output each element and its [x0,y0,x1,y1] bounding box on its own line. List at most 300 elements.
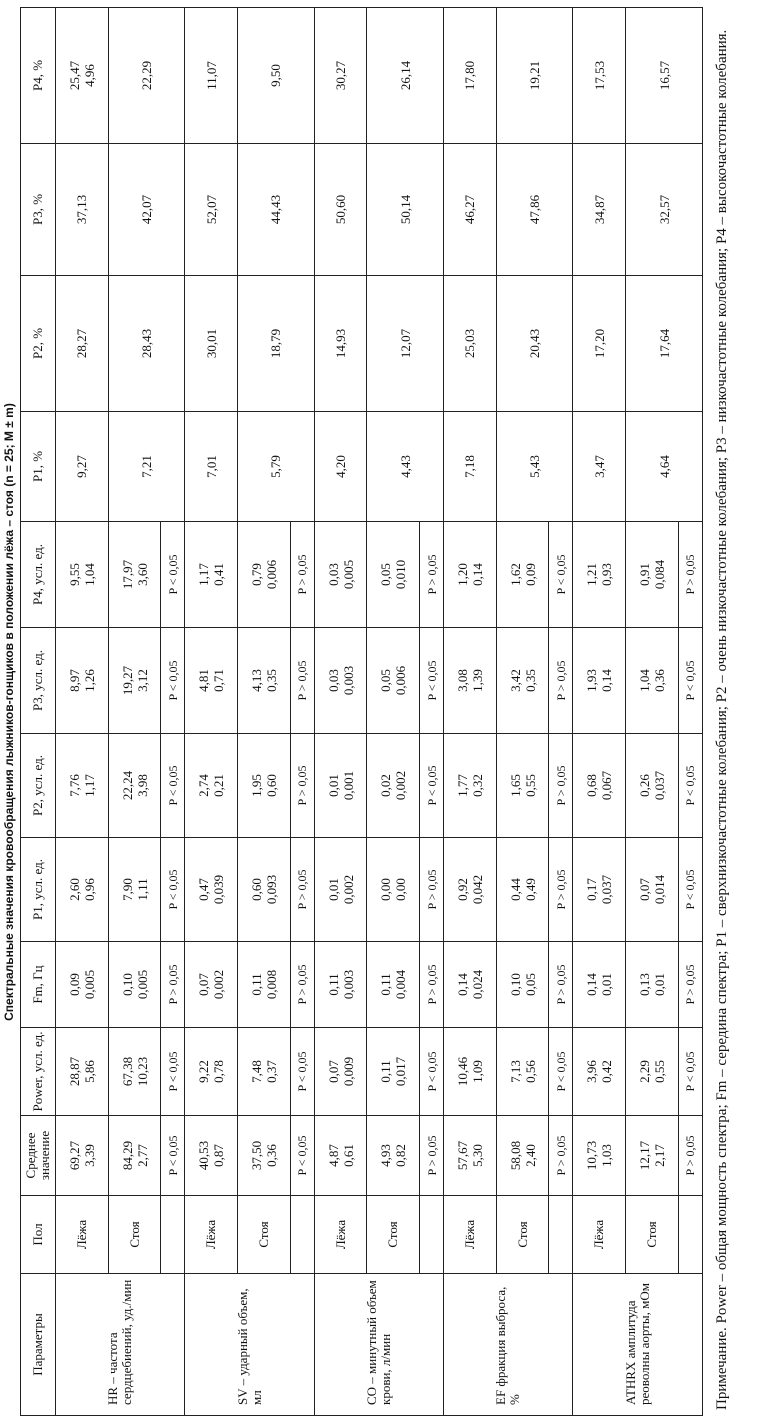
value-line: 7,21 [139,455,155,478]
value-cell [444,942,497,1028]
column-header: P4, % [21,8,56,144]
value-cell [444,522,497,628]
value-line: 0,14 [599,669,615,692]
value-line: 0,03 [325,563,341,586]
value-line: 9,50 [268,64,284,87]
percent-cell [626,276,703,412]
value-line: 1,09 [469,1060,485,1083]
value-cell [185,628,238,734]
value-line: 0,01 [651,973,667,996]
value-line: 10,73 [584,1140,600,1171]
value-cell [185,1116,238,1196]
value-cell [367,628,420,734]
empty-cell [420,1196,444,1274]
value-line: 42,07 [139,194,155,225]
percent-cell [496,144,573,276]
value-line: 2,74 [196,774,212,797]
value-line: 4,43 [397,455,413,478]
value-line: 0,35 [522,669,538,692]
pvalue-cell: P < 0,05 [161,522,185,628]
percent-cell [573,412,626,522]
value-line: 28,43 [139,328,155,359]
column-header: Power, усл. ед. [21,1028,56,1116]
percent-cell [367,276,444,412]
value-line: 28,87 [66,1056,82,1087]
value-line: 44,43 [268,194,284,225]
value-line: 0,55 [522,774,538,797]
value-line: 57,67 [454,1140,470,1171]
value-line: 0,14 [469,563,485,586]
value-line: 28,27 [74,328,90,359]
percent-cell [626,144,703,276]
column-header: P3, % [21,144,56,276]
value-line: 32,57 [656,194,672,225]
column-header: P2, % [21,276,56,412]
value-cell [56,734,109,838]
pvalue-cell: P > 0,05 [290,942,314,1028]
value-cell [108,1028,161,1116]
percent-cell [573,144,626,276]
value-line: 67,38 [119,1056,135,1087]
value-line: 0,002 [211,969,227,1000]
value-cell [573,1028,626,1116]
pvalue-cell: P > 0,05 [549,734,573,838]
value-cell [238,734,291,838]
value-cell [314,1028,367,1116]
value-line: 0,10 [119,973,135,996]
value-line: 0,002 [393,770,409,801]
value-line: 0,49 [522,878,538,901]
value-cell [496,942,549,1028]
value-line: 7,76 [66,774,82,797]
value-line: 3,42 [507,669,523,692]
value-line: 3,96 [584,1060,600,1083]
value-cell [573,522,626,628]
value-line: 0,42 [599,1060,615,1083]
value-line: 4,96 [81,64,97,87]
value-line: 1,62 [507,563,523,586]
value-line: 0,002 [340,874,356,905]
value-line: 9,22 [196,1060,212,1083]
pvalue-cell: P < 0,05 [290,1028,314,1116]
value-line: 0,11 [378,1060,394,1083]
value-line: 0,55 [651,1060,667,1083]
value-line: 0,009 [340,1056,356,1087]
value-line: 0,093 [263,874,279,905]
value-cell [496,1028,549,1116]
value-line: 0,26 [636,774,652,797]
value-cell [444,734,497,838]
value-line: 17,80 [462,60,478,91]
column-header: P4, усл. ед. [21,522,56,628]
value-line: 4,87 [325,1144,341,1167]
header-row [21,8,56,1416]
value-cell [444,1116,497,1196]
value-line: 25,47 [66,60,82,91]
value-line: 0,01 [325,774,341,797]
percent-cell [314,8,367,144]
value-line: 1,21 [584,563,600,586]
value-line: 1,04 [81,563,97,586]
value-line: 0,084 [651,559,667,590]
value-line: 37,50 [248,1140,264,1171]
position-cell: Лёжа [573,1196,626,1274]
pvalue-cell: P > 0,05 [290,628,314,734]
value-line: 0,32 [469,774,485,797]
percent-cell [108,144,185,276]
position-cell: Стоя [626,1196,679,1274]
value-cell [108,942,161,1028]
value-cell [108,1116,161,1196]
value-line: 19,21 [527,60,543,91]
value-cell [444,838,497,942]
value-line: 2,29 [636,1060,652,1083]
table-title: Спектральные значения кровообращения лыжников-гонщиков в положении лёжа – стоя (n = 25; M ± m) [2,403,16,1021]
value-line: 0,56 [522,1060,538,1083]
percent-cell [444,144,497,276]
value-cell [626,1116,679,1196]
percent-cell [367,144,444,276]
percent-cell [185,412,238,522]
pvalue-cell: P < 0,05 [161,838,185,942]
table-row [185,8,238,1416]
pvalue-cell: P < 0,05 [161,628,185,734]
pvalue-cell: P < 0,05 [678,628,702,734]
value-line: 20,43 [527,328,543,359]
param-cell: HR – частота сердцебиений, уд./мин [56,1274,185,1416]
table-row [573,8,626,1416]
column-header: P2, усл. ед. [21,734,56,838]
position-cell: Лёжа [444,1196,497,1274]
percent-cell [108,8,185,144]
value-line: 0,05 [378,669,394,692]
value-line: 1,65 [507,774,523,797]
value-cell [573,1116,626,1196]
value-cell [56,522,109,628]
value-line: 7,48 [248,1060,264,1083]
empty-cell [678,1196,702,1274]
pvalue-cell: P > 0,05 [420,942,444,1028]
percent-cell [314,412,367,522]
value-line: 0,005 [81,969,97,1000]
pvalue-cell: P < 0,05 [290,1116,314,1196]
value-line: 7,13 [507,1060,523,1083]
value-cell [185,522,238,628]
pvalue-cell: P > 0,05 [549,1116,573,1196]
value-cell [367,1116,420,1196]
value-line: 1,77 [454,774,470,797]
value-line: 17,64 [656,328,672,359]
pvalue-cell: P > 0,05 [678,522,702,628]
value-line: 3,60 [134,563,150,586]
value-line: 0,05 [378,563,394,586]
pvalue-cell: P > 0,05 [290,838,314,942]
value-line: 7,90 [119,878,135,901]
value-cell [496,522,549,628]
percent-cell [444,8,497,144]
value-line: 30,01 [203,328,219,359]
value-line: 69,27 [66,1140,82,1171]
value-cell [496,734,549,838]
value-cell [238,838,291,942]
value-line: 0,01 [599,973,615,996]
value-line: 5,86 [81,1060,97,1083]
pvalue-cell: P > 0,05 [678,1116,702,1196]
value-cell [185,942,238,1028]
value-line: 26,14 [397,60,413,91]
value-line: 22,24 [119,770,135,801]
value-line: 0,00 [393,878,409,901]
value-line: 2,40 [522,1144,538,1167]
percent-cell [314,276,367,412]
value-line: 50,14 [397,194,413,225]
value-cell [56,628,109,734]
value-line: 58,08 [507,1140,523,1171]
empty-cell [290,1196,314,1274]
position-cell: Стоя [108,1196,161,1274]
value-line: 12,07 [397,328,413,359]
value-cell [185,838,238,942]
value-cell [444,628,497,734]
percent-cell [573,8,626,144]
data-table [20,7,703,1416]
value-cell [314,1116,367,1196]
value-line: 0,92 [454,878,470,901]
value-line: 0,68 [584,774,600,797]
value-line: 0,91 [636,563,652,586]
value-cell [238,1028,291,1116]
value-line: 0,042 [469,874,485,905]
value-cell [367,838,420,942]
value-line: 0,014 [651,874,667,905]
value-cell [56,838,109,942]
value-line: 0,01 [325,878,341,901]
percent-cell [238,276,315,412]
pvalue-cell: P > 0,05 [290,734,314,838]
value-line: 1,20 [454,563,470,586]
value-line: 5,30 [469,1144,485,1167]
percent-cell [238,412,315,522]
value-cell [573,628,626,734]
value-cell [496,628,549,734]
value-line: 0,47 [196,878,212,901]
value-cell [626,734,679,838]
value-cell [238,522,291,628]
percent-cell [56,412,109,522]
percent-cell [573,276,626,412]
value-line: 9,55 [66,563,82,586]
value-line: 0,11 [248,973,264,996]
value-line: 0,00 [378,878,394,901]
value-line: 17,20 [591,328,607,359]
value-line: 52,07 [203,194,219,225]
value-cell [367,1028,420,1116]
position-cell: Лёжа [56,1196,109,1274]
param-cell: CO – минутный объем крови, л/мин [314,1274,443,1416]
value-line: 1,39 [469,669,485,692]
value-cell [496,1116,549,1196]
value-line: 0,41 [211,563,227,586]
pvalue-cell: P < 0,05 [678,838,702,942]
value-line: 0,36 [263,1144,279,1167]
value-line: 0,003 [340,969,356,1000]
value-line: 3,08 [454,669,470,692]
value-cell [108,838,161,942]
column-header: P3, усл. ед. [21,628,56,734]
position-cell: Стоя [367,1196,420,1274]
value-cell [108,734,161,838]
pvalue-cell: P > 0,05 [420,1116,444,1196]
column-header: P1, % [21,412,56,522]
column-header: Fm, Гц [21,942,56,1028]
value-line: 0,87 [211,1144,227,1167]
value-line: 7,18 [462,455,478,478]
pvalue-cell: P < 0,05 [420,628,444,734]
value-cell [626,522,679,628]
table-row [444,8,497,1416]
value-line: 3,47 [591,455,607,478]
value-line: 0,09 [66,973,82,996]
percent-cell [626,8,703,144]
value-line: 0,003 [340,665,356,696]
empty-cell [161,1196,185,1274]
value-line: 0,010 [393,559,409,590]
value-line: 17,53 [591,60,607,91]
value-line: 37,13 [74,194,90,225]
pvalue-cell: P > 0,05 [420,838,444,942]
pvalue-cell: P > 0,05 [678,942,702,1028]
percent-cell [314,144,367,276]
value-line: 18,79 [268,328,284,359]
pvalue-cell: P < 0,05 [420,1028,444,1116]
value-cell [314,942,367,1028]
empty-cell [549,1196,573,1274]
value-line: 0,78 [211,1060,227,1083]
position-cell: Стоя [496,1196,549,1274]
value-cell [367,942,420,1028]
value-line: 19,27 [119,665,135,696]
column-header: Параметры [21,1274,56,1416]
value-line: 0,60 [263,774,279,797]
param-cell: SV – ударный объем, мл [185,1274,314,1416]
value-line: 0,96 [81,878,97,901]
value-line: 11,07 [203,61,219,90]
value-line: 0,005 [134,969,150,1000]
value-line: 0,35 [263,669,279,692]
percent-cell [238,8,315,144]
value-line: 2,17 [651,1144,667,1167]
value-cell [626,1028,679,1116]
pvalue-cell: P > 0,05 [420,522,444,628]
value-line: 5,79 [268,455,284,478]
value-line: 0,37 [263,1060,279,1083]
column-header: Среднее значение [21,1116,56,1196]
value-cell [314,628,367,734]
value-cell [314,838,367,942]
pvalue-cell: P < 0,05 [678,1028,702,1116]
table-row [367,8,420,1416]
value-line: 4,93 [378,1144,394,1167]
value-line: 8,97 [66,669,82,692]
value-line: 1,04 [636,669,652,692]
value-line: 25,03 [462,328,478,359]
percent-cell [185,276,238,412]
value-line: 0,17 [584,878,600,901]
pvalue-cell: P < 0,05 [549,522,573,628]
value-line: 0,93 [599,563,615,586]
value-line: 1,17 [196,563,212,586]
pvalue-cell: P < 0,05 [420,734,444,838]
value-line: 0,001 [340,770,356,801]
value-line: 1,26 [81,669,97,692]
value-line: 1,11 [134,878,150,901]
percent-cell [108,276,185,412]
percent-cell [108,412,185,522]
value-line: 0,10 [507,973,523,996]
position-cell: Стоя [238,1196,291,1274]
value-line: 10,23 [134,1056,150,1087]
value-line: 3,98 [134,774,150,797]
param-cell: EF фракция выброса, % [444,1274,573,1416]
percent-cell [56,8,109,144]
value-line: 0,71 [211,669,227,692]
value-line: 16,57 [656,60,672,91]
value-line: 40,53 [196,1140,212,1171]
value-line: 50,60 [333,194,349,225]
value-cell [56,1028,109,1116]
value-line: 0,006 [263,559,279,590]
percent-cell [185,144,238,276]
pvalue-cell: P < 0,05 [549,1028,573,1116]
table-row [56,8,109,1416]
value-line: 2,77 [134,1144,150,1167]
value-cell [367,734,420,838]
value-line: 12,17 [636,1140,652,1171]
value-cell [238,942,291,1028]
value-cell [56,1116,109,1196]
table-note: Примечание. Power – общая мощность спектра; Fm – середина спектра; P1 – сверхнизкочастотные колебания; P2 – очень низкочастотные колебания; P3 – низкочастотные колебания; P4 – высокочастотные колебания. [714,29,730,1410]
percent-cell [496,276,573,412]
value-line: 4,64 [656,455,672,478]
value-line: 22,29 [139,60,155,91]
pvalue-cell: P < 0,05 [161,1028,185,1116]
value-line: 3,12 [134,669,150,692]
pvalue-cell: P < 0,05 [161,1116,185,1196]
value-line: 0,79 [248,563,264,586]
value-cell [496,838,549,942]
value-line: 0,82 [393,1144,409,1167]
value-line: 14,93 [333,328,349,359]
value-cell [573,734,626,838]
table-row [496,8,549,1416]
percent-cell [56,144,109,276]
percent-cell [56,276,109,412]
pvalue-cell: P > 0,05 [549,942,573,1028]
value-line: 1,95 [248,774,264,797]
value-line: 17,97 [119,559,135,590]
percent-cell [238,144,315,276]
value-line: 0,11 [325,973,341,996]
value-cell [444,1028,497,1116]
value-line: 0,067 [599,770,615,801]
value-line: 9,27 [74,455,90,478]
position-cell: Лёжа [314,1196,367,1274]
value-cell [626,838,679,942]
value-line: 0,14 [584,973,600,996]
pvalue-cell: P > 0,05 [161,942,185,1028]
pvalue-cell: P < 0,05 [678,734,702,838]
value-line: 5,43 [527,455,543,478]
